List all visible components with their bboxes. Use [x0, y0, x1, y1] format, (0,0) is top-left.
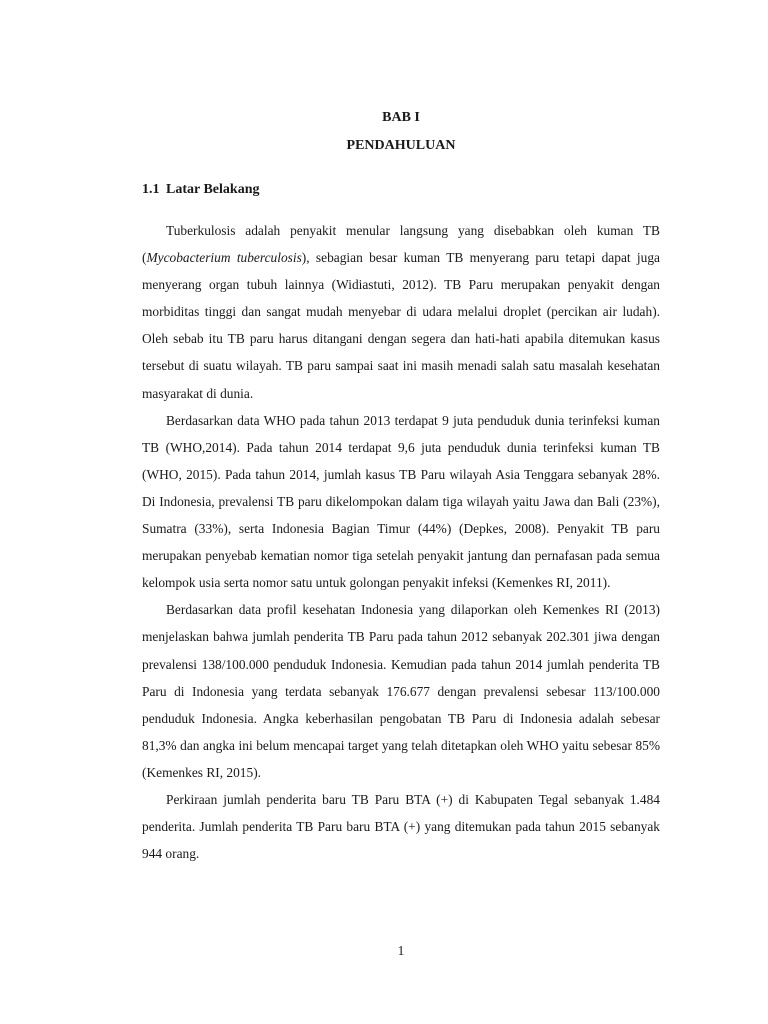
section-title: Latar Belakang [166, 182, 260, 197]
paragraph-3: Berdasarkan data profil kesehatan Indonesia yang dilaporkan oleh Kemenkes RI (2013) menjelaskan bahwa jumlah penderita TB Paru pada tahun 2012 sebanyak 202.301 jiwa dengan prevalensi 138/100.000 penduduk Indonesia. Kemudian pada tahun 2014 jumlah penderita TB Paru di Indonesia yang terdata sebanyak 176.677 dengan prevalensi sebesar 113/100.000 penduduk Indonesia. Angka keberhasilan pengobatan TB Paru di Indonesia adalah sebesar 81,3% dan angka ini belum mencapai target yang telah ditetapkan oleh WHO yaitu sebesar 85% (Kemenkes RI, 2015). [142, 602, 660, 780]
paragraph-2: Berdasarkan data WHO pada tahun 2013 terdapat 9 juta penduduk dunia terinfeksi kuman TB (WHO,2014). Pada tahun 2014 terdapat 9,6 juta penduduk dunia terinfeksi kuman TB (WHO, 2015). Pada tahun 2014, jumlah kasus TB Paru wilayah Asia Tenggara sebanyak 28%. Di Indonesia, prevalensi TB paru dikelompokan dalam tiga wilayah yaitu Jawa dan Bali (23%), Sumatra (33%), serta Indonesia Bagian Timur (44%) (Depkes, 2008). Penyakit TB paru merupakan penyebab kematian nomor tiga setelah penyakit jantung dan pernafasan pada semua kelompok usia serta nomor satu untuk golongan penyakit infeksi (Kemenkes RI, 2011). [142, 412, 660, 591]
paragraph-1 [142, 217, 660, 407]
paragraph-1-text-end: ), sebagian besar kuman TB menyerang paru tetapi dapat juga menyerang organ tubuh lainnya (Widiastuti, 2012). TB Paru merupakan penyakit dengan morbiditas tinggi dan sangat mudah menyebar di udara melalui droplet (percikan air ludah). Oleh sebab itu TB paru harus ditangani dengan segera dan hati-hati apabila ditemukan kasus tersebut di suatu wilayah. TB paru sampai saat ini masih menadi salah satu masalah kesehatan masyarakat di dunia. [142, 250, 660, 401]
section-heading [142, 180, 259, 200]
body-text [142, 217, 660, 867]
page-number: 1 [397, 943, 405, 958]
section-number: 1.1 [142, 182, 160, 197]
paragraph-1-text-start: Tuberkulosis adalah penyakit menular langsung yang disebabkan oleh kuman TB ( [142, 223, 660, 266]
chapter-label: BAB I [382, 110, 420, 125]
chapter-title: PENDAHULUAN [346, 138, 456, 153]
paragraph-4: Perkiraan jumlah penderita baru TB Paru BTA (+) di Kabupaten Tegal sebanyak 1.484 penderita. Jumlah penderita TB Paru baru BTA (+) yang ditemukan pada tahun 2015 sebanyak 944 orang. [142, 791, 660, 862]
paragraph-1-italic-term: Mycobacterium tuberculosis [146, 250, 302, 266]
